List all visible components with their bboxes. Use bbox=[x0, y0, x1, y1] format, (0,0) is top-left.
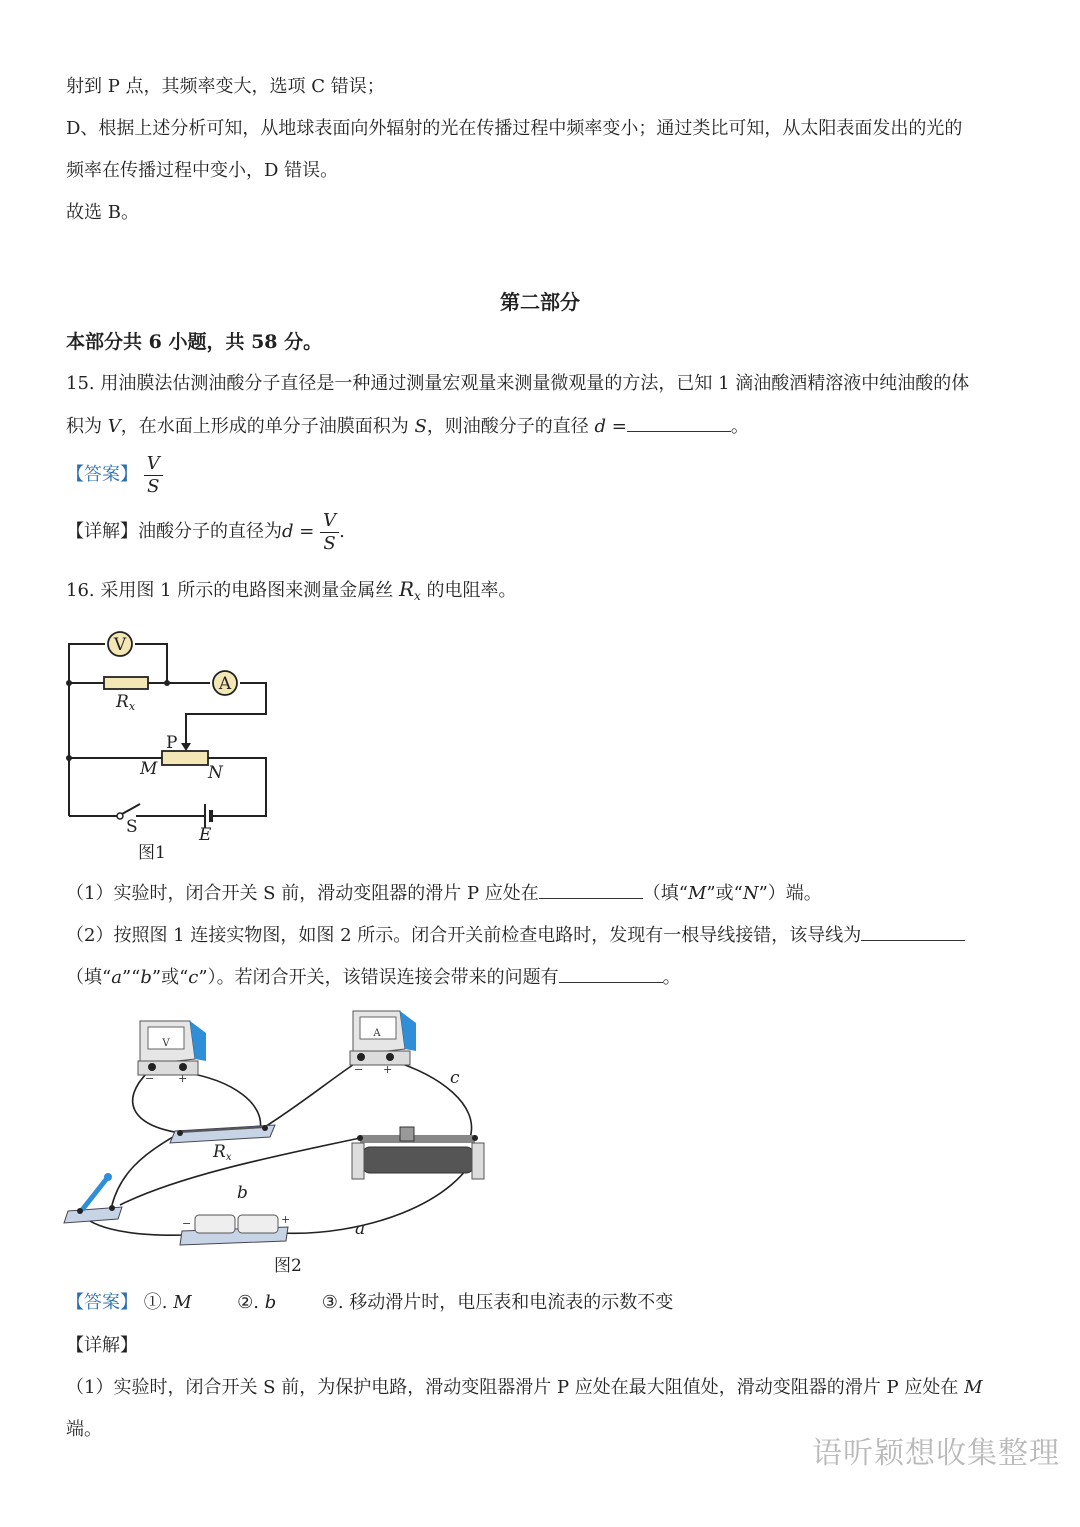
answer-blank bbox=[627, 413, 731, 432]
circuit-diagram-figure1 bbox=[60, 622, 280, 867]
text-line: 故选 B。 bbox=[66, 202, 139, 223]
section-intro: 本部分共 6 小题，共 58 分。 bbox=[66, 331, 323, 353]
end-n-label: N bbox=[208, 763, 223, 783]
q15-line2: 积为 V，在水面上形成的单分子油膜面积为 S，则油酸分子的直径 d = 。 bbox=[66, 413, 749, 440]
text-line: 射到 P 点，其频率变大，选项 C 错误； bbox=[66, 76, 385, 97]
terminal-minus-label: − bbox=[145, 1072, 155, 1085]
wire-b-label: b bbox=[237, 1183, 248, 1203]
q16-line1: 16. 采用图 1 所示的电路图来测量金属丝 $R_x$ 的电阻率。 bbox=[66, 577, 517, 603]
junction-dot bbox=[164, 680, 170, 686]
wire-c-label: c bbox=[450, 1068, 460, 1088]
terminal-minus-label: − bbox=[182, 1217, 192, 1230]
battery-device bbox=[180, 1213, 290, 1245]
q16-part2-line2: （填“a”“b”或“c”）。若闭合开关，该错误连接会带来的问题有 。 bbox=[66, 964, 681, 991]
end-m-label: M bbox=[140, 759, 158, 779]
terminal-minus-label: − bbox=[354, 1063, 364, 1076]
terminal-plus-label: + bbox=[383, 1063, 393, 1076]
ammeter-device-label: A bbox=[373, 1028, 381, 1039]
fraction: $\frac{V}{S}$ bbox=[320, 510, 339, 555]
voltmeter-label: V bbox=[113, 635, 127, 655]
physical-wiring-figure2 bbox=[60, 1005, 500, 1280]
resistor-rx-symbol bbox=[104, 677, 148, 689]
q16-answer: 【答案】 ①. M ②. b ③. 移动滑片时，电压表和电流表的示数不变 bbox=[66, 1292, 674, 1313]
q15-answer bbox=[66, 450, 163, 500]
resistor-rx-board bbox=[170, 1125, 275, 1163]
answer-blank bbox=[539, 880, 643, 899]
text-line: D、根据上述分析可知，从地球表面向外辐射的光在传播过程中频率变小；通过类比可知，从太阳表面发出的光的 bbox=[66, 118, 963, 139]
answer-label: 【答案】 bbox=[66, 1292, 138, 1313]
answer-blank bbox=[861, 922, 965, 941]
resistor-label: Rx bbox=[116, 692, 136, 713]
q16-part1: （1）实验时，闭合开关 S 前，滑动变阻器的滑片 P 应处在 （填“M”或“N”）端。 bbox=[66, 880, 822, 907]
slider-arrow bbox=[181, 743, 191, 751]
junction-dot bbox=[66, 755, 72, 761]
wire-a-label: a bbox=[355, 1219, 366, 1239]
fraction: $\frac{V}{S}$ bbox=[144, 453, 163, 498]
voltmeter-device bbox=[138, 1021, 206, 1085]
text-line: 频率在传播过程中变小，D 错误。 bbox=[66, 160, 339, 181]
terminal-plus-label: + bbox=[281, 1213, 291, 1226]
junction-dot bbox=[66, 680, 72, 686]
slider-label: P bbox=[166, 733, 178, 753]
q16-detail-line2: 端。 bbox=[66, 1419, 102, 1440]
rheostat-symbol bbox=[162, 751, 208, 765]
answer-blank bbox=[559, 964, 663, 983]
q15-line1: 15. 用油膜法估测油酸分子直径是一种通过测量宏观量来测量微观量的方法，已知 1 滴油酸酒精溶液中纯油酸的体 bbox=[66, 373, 970, 394]
figure1-caption: 图1 bbox=[138, 843, 166, 863]
svg-text:Rx: Rx bbox=[213, 1142, 232, 1163]
watermark: 语听颖想收集整理 bbox=[812, 1436, 1060, 1471]
switch-symbol bbox=[117, 813, 123, 819]
figure2-caption: 图2 bbox=[274, 1256, 302, 1276]
battery-label: E bbox=[199, 825, 212, 845]
switch-device bbox=[64, 1173, 122, 1223]
rheostat-device bbox=[352, 1127, 484, 1179]
q16-part2-line1: （2）按照图 1 连接实物图，如图 2 所示。闭合开关前检查电路时，发现有一根导线接错，该导线为 bbox=[66, 922, 965, 949]
q16-detail-line1: （1）实验时，闭合开关 S 前，为保护电路，滑动变阻器滑片 P 应处在最大阻值处，滑动变阻器的滑片 P 应处在 M bbox=[66, 1377, 983, 1398]
answer-label: 【答案】 bbox=[66, 464, 138, 485]
voltmeter-device-label: V bbox=[162, 1038, 170, 1049]
q15-detail: 【详解】油酸分子的直径为d = $\frac{V}{S}$ . bbox=[66, 509, 345, 554]
switch-label: S bbox=[126, 817, 138, 837]
ammeter-label: A bbox=[218, 674, 232, 694]
terminal-plus-label: + bbox=[178, 1072, 188, 1085]
q16-detail-label: 【详解】 bbox=[66, 1335, 138, 1356]
section-title: 第二部分 bbox=[500, 290, 580, 314]
